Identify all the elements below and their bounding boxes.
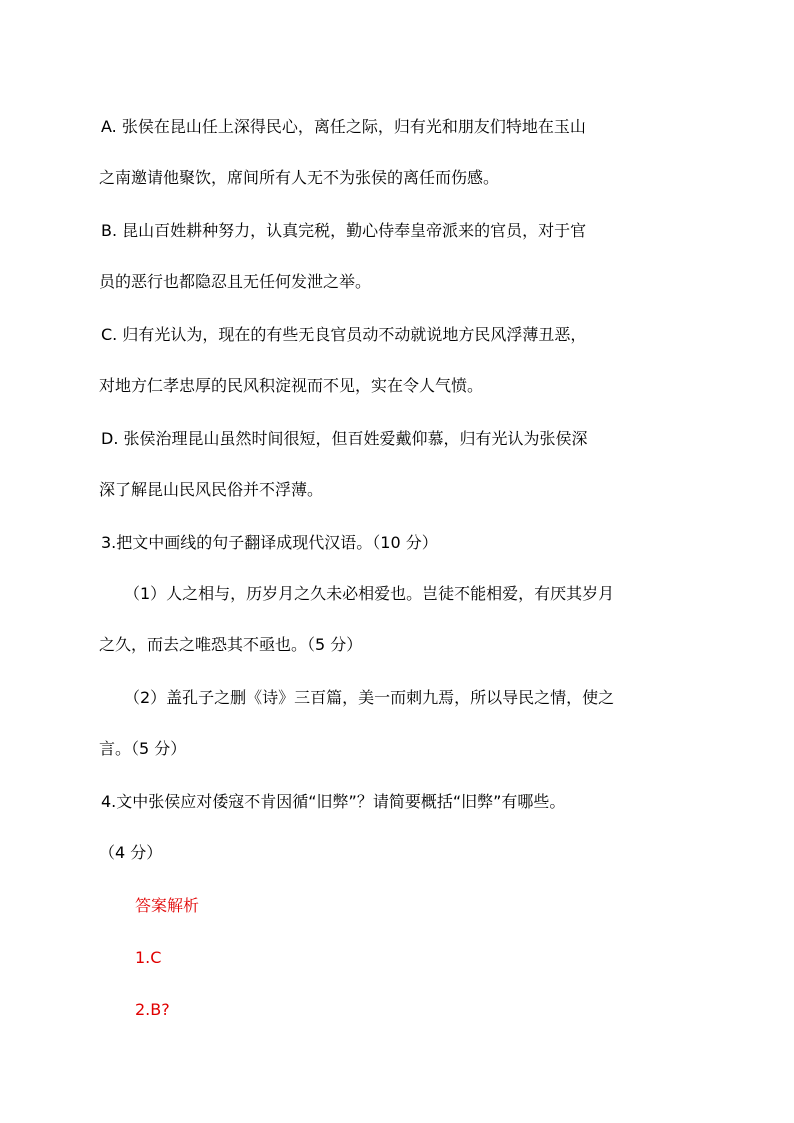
option-b-line-1: B. 昆山百姓耕种努力，认真完税，勤心侍奉皇帝派来的官员，对于官 bbox=[101, 221, 587, 240]
answer-explanation-heading: 答案解析 bbox=[135, 896, 200, 915]
option-c-line-2: 对地方仁孝忠厚的民风积淀视而不见，实在令人气愤。 bbox=[99, 376, 484, 395]
option-d-line-1: D. 张侯治理昆山虽然时间很短，但百姓爱戴仰慕，归有光认为张侯深 bbox=[101, 429, 588, 448]
question-3-title: 3.把文中画线的句子翻译成现代汉语。（10 分） bbox=[101, 533, 438, 552]
answer-1: 1.C bbox=[135, 948, 162, 967]
option-c-line-1: C. 归有光认为，现在的有些无良官员动不动就说地方民风浮薄丑恶， bbox=[101, 325, 587, 344]
question-4-line-2: （4 分） bbox=[99, 843, 163, 862]
question-3-subquestion-1-line-2: 之久，而去之唯恐其不亟也。（5 分） bbox=[99, 635, 363, 654]
question-3-subquestion-1-line-1: （1）人之相与，历岁月之久未必相爱也。岂徒不能相爱，有厌其岁月 bbox=[124, 584, 615, 603]
option-d-line-2: 深了解昆山民风民俗并不浮薄。 bbox=[99, 480, 324, 499]
question-3-subquestion-2-line-2: 言。（5 分） bbox=[99, 739, 187, 758]
answer-2: 2.B? bbox=[135, 1000, 170, 1019]
question-3-subquestion-2-line-1: （2）盖孔子之删《诗》三百篇，美一而刺九焉，所以导民之情，使之 bbox=[124, 688, 615, 707]
option-a-line-2: 之南邀请他聚饮，席间所有人无不为张侯的离任而伤感。 bbox=[99, 168, 500, 187]
question-4-line-1: 4.文中张侯应对倭寇不肯因循“旧弊”？请简要概括“旧弊”有哪些。 bbox=[101, 792, 566, 811]
option-b-line-2: 员的恶行也都隐忍且无任何发泄之举。 bbox=[99, 272, 372, 291]
option-a-line-1: A. 张侯在昆山任上深得民心，离任之际，归有光和朋友们特地在玉山 bbox=[101, 117, 586, 136]
